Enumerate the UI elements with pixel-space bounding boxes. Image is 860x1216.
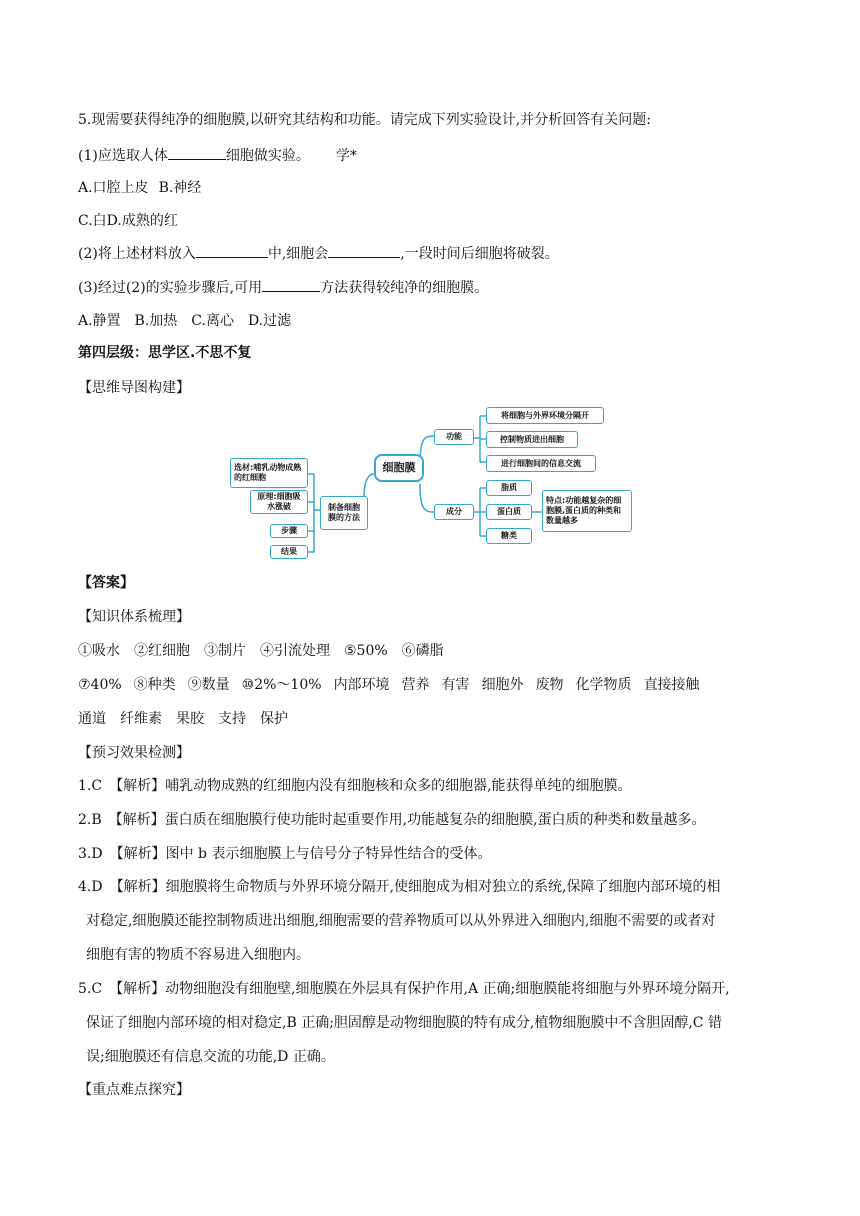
knowledge-line-2 <box>78 675 700 695</box>
function-item-communicate: 进行细胞间的信息交流 <box>486 455 596 472</box>
answer-blank[interactable] <box>262 277 320 292</box>
knowledge-item: ⑩2%～10% <box>241 677 322 693</box>
q5-part3-text-a: (3)经过(2)的实验步骤后,可用 <box>78 280 263 296</box>
knowledge-line-1 <box>78 641 444 661</box>
answer-4-line-2: 对稳定,细胞膜还能控制物质进出细胞,细胞需要的营养物质可以从外界进入细胞内,细胞不需要的或者对 <box>86 913 716 929</box>
answer-4-line-1: 4.D 【解析】细胞膜将生命物质与外界环境分隔开,使细胞成为相对独立的系统,保障了细胞内部环境的相 <box>78 879 721 895</box>
mindmap-method-node: 制备细胞膜的方法 <box>320 496 368 530</box>
mind-map-diagram <box>224 404 636 564</box>
function-item-control: 控制物质进出细胞 <box>486 431 578 448</box>
answer-blank[interactable] <box>328 243 400 258</box>
knowledge-item: 营养 <box>401 677 430 693</box>
mindmap-heading: 【思维导图构建】 <box>78 380 190 396</box>
knowledge-item: 直接接触 <box>643 677 700 693</box>
knowledge-heading: 【知识体系梳理】 <box>78 609 190 625</box>
answer-blank[interactable] <box>168 145 226 160</box>
composition-item-protein: 蛋白质 <box>486 504 532 520</box>
q5-part1-text-a: (1)应选取人体 <box>78 148 168 164</box>
q5-part1-text-b: 细胞做实验。 <box>225 148 310 164</box>
knowledge-item: 内部环境 <box>333 677 390 693</box>
knowledge-item: ⑨数量 <box>187 677 230 693</box>
method-item-material: 选材:哺乳动物成熟的红细胞 <box>230 458 308 488</box>
composition-item-sugar: 糖类 <box>486 528 532 544</box>
q5-part3-text-b: 方法获得较纯净的细胞膜。 <box>320 280 489 296</box>
knowledge-item: 纤维素 <box>120 711 162 727</box>
answer-blank[interactable] <box>196 243 268 258</box>
q5-options-cd: C.白D.成熟的红 <box>78 213 178 229</box>
knowledge-item: ⑦40% <box>78 677 122 693</box>
answer-1: 1.C 【解析】哺乳动物成熟的红细胞内没有细胞核和众多的细胞器,能获得单纯的细胞膜。 <box>78 778 632 794</box>
key-difficulty-heading: 【重点难点探究】 <box>78 1082 190 1098</box>
q5-part2 <box>78 243 559 264</box>
mindmap-center-node: 细胞膜 <box>374 454 424 482</box>
answer-4-line-3: 细胞有害的物质不容易进入细胞内。 <box>86 947 310 963</box>
q5-stem: 5.现需要获得纯净的细胞膜,以研究其结构和功能。请完成下列实验设计,并分析回答有关问题: <box>78 112 651 128</box>
watermark-mark: 学* <box>335 148 357 164</box>
connector-method-branches <box>308 474 320 552</box>
connector-comp-branches <box>474 488 486 536</box>
composition-item-lipid: 脂质 <box>486 480 532 496</box>
q5-part3 <box>78 277 488 298</box>
q5-part3-options: A.静置 B.加热 C.离心 D.过滤 <box>78 313 292 329</box>
knowledge-item: 保护 <box>260 711 288 727</box>
option-a: A.口腔上皮 <box>78 180 149 196</box>
connector-func-branches <box>474 416 486 462</box>
knowledge-item: 化学物质 <box>575 677 632 693</box>
q5-part2-text-b: 中,细胞会 <box>267 246 329 262</box>
knowledge-item: 废物 <box>535 677 564 693</box>
function-item-separate: 将细胞与外界环境分隔开 <box>486 407 604 424</box>
answer-5-line-2: 保证了细胞内部环境的相对稳定,B 正确;胆固醇是动物细胞膜的特有成分,植物细胞膜中不含胆固醇,C 错 <box>86 1015 722 1031</box>
knowledge-item: ③制片 <box>204 643 246 659</box>
answer-5-line-1: 5.C 【解析】动物细胞没有细胞壁,细胞膜在外层具有保护作用,A 正确;细胞膜能将细胞与外界环境分隔开, <box>78 981 730 997</box>
connector-center-method <box>364 474 374 496</box>
knowledge-item: ⑧种类 <box>133 677 176 693</box>
knowledge-item: 有害 <box>441 677 470 693</box>
knowledge-item: ⑤50% <box>344 643 388 659</box>
q5-part2-text-c: ,一段时间后细胞将破裂。 <box>400 246 559 262</box>
level4-title: 第四层级：思学区.不思不复 <box>78 345 252 361</box>
method-item-principle: 原理:细胞吸水涨破 <box>250 490 308 514</box>
method-item-steps: 步骤 <box>270 524 308 538</box>
knowledge-line-3 <box>78 709 288 729</box>
answer-heading: 【答案】 <box>78 575 134 591</box>
connector-center-comp <box>420 484 434 512</box>
mindmap-composition-node: 成分 <box>434 504 474 520</box>
knowledge-item: ①吸水 <box>78 643 120 659</box>
knowledge-item: 果胶 <box>176 711 204 727</box>
q5-options-ab <box>78 178 201 198</box>
knowledge-item: ④引流处理 <box>260 643 330 659</box>
knowledge-item: ②红细胞 <box>134 643 190 659</box>
q5-part1 <box>78 145 357 166</box>
preview-heading: 【预习效果检测】 <box>78 745 190 761</box>
answer-5-line-3: 误;细胞膜还有信息交流的功能,D 正确。 <box>86 1049 335 1065</box>
mindmap-function-node: 功能 <box>434 429 474 445</box>
method-item-result: 结果 <box>270 545 308 559</box>
knowledge-item: ⑥磷脂 <box>401 643 444 659</box>
knowledge-item: 细胞外 <box>481 677 524 693</box>
answer-2: 2.B 【解析】蛋白质在细胞膜行使功能时起重要作用,功能越复杂的细胞膜,蛋白质的种类和数量越多。 <box>78 812 706 828</box>
answer-3: 3.D 【解析】图中 b 表示细胞膜上与信号分子特异性结合的受体。 <box>78 846 492 862</box>
option-b: B.神经 <box>158 180 202 196</box>
q5-part2-text-a: (2)将上述材料放入 <box>78 246 196 262</box>
protein-feature-note: 特点:功能越复杂的细胞膜,蛋白质的种类和数量越多 <box>542 490 632 532</box>
knowledge-item: 通道 <box>78 711 106 727</box>
knowledge-item: 支持 <box>218 711 246 727</box>
